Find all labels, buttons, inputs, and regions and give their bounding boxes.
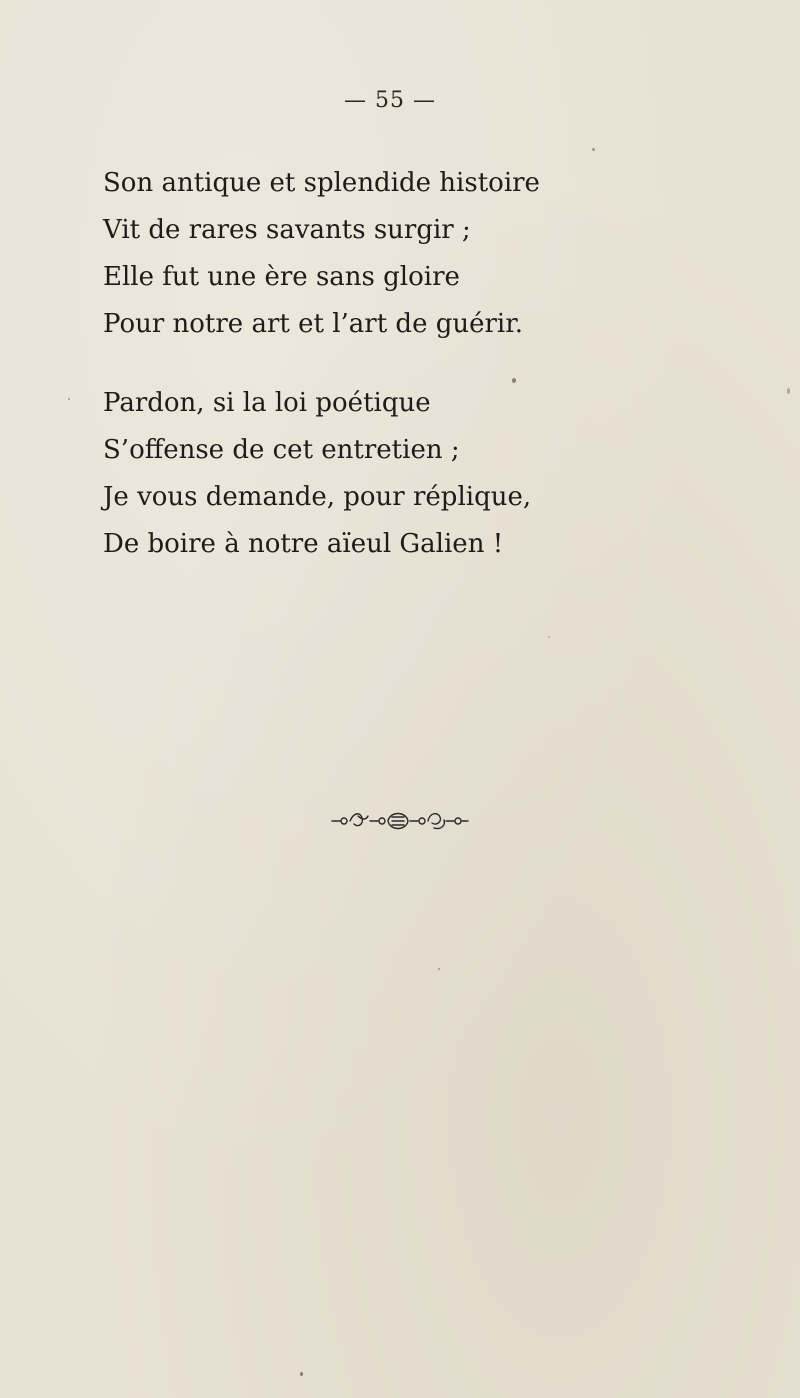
verse-line: Je vous demande, pour réplique, [103,482,532,512]
verse-line: Pour notre art et l’art de guérir. [103,309,524,339]
verse-line: S’offense de cet entretien ; [103,435,460,465]
verse-line: Elle fut une ère sans gloire [103,262,460,292]
paper-speck [68,398,70,400]
verse-line: Vit de rares savants surgir ; [103,215,471,245]
paper-speck [548,636,550,638]
paper-speck [512,378,516,383]
verse-line: Pardon, si la loi poétique [103,388,431,418]
fleuron-tailpiece-icon [330,808,470,834]
verse-line: Son antique et splendide histoire [103,168,540,198]
stanza-2 [103,380,531,568]
paper-speck [592,148,595,151]
verse-line: De boire à notre aïeul Galien ! [103,529,504,559]
paper-speck [787,388,790,394]
paper-speck [300,1372,303,1376]
paper-speck [438,968,440,970]
stanza-1 [103,160,540,348]
page-number: — 55 — [344,88,436,113]
